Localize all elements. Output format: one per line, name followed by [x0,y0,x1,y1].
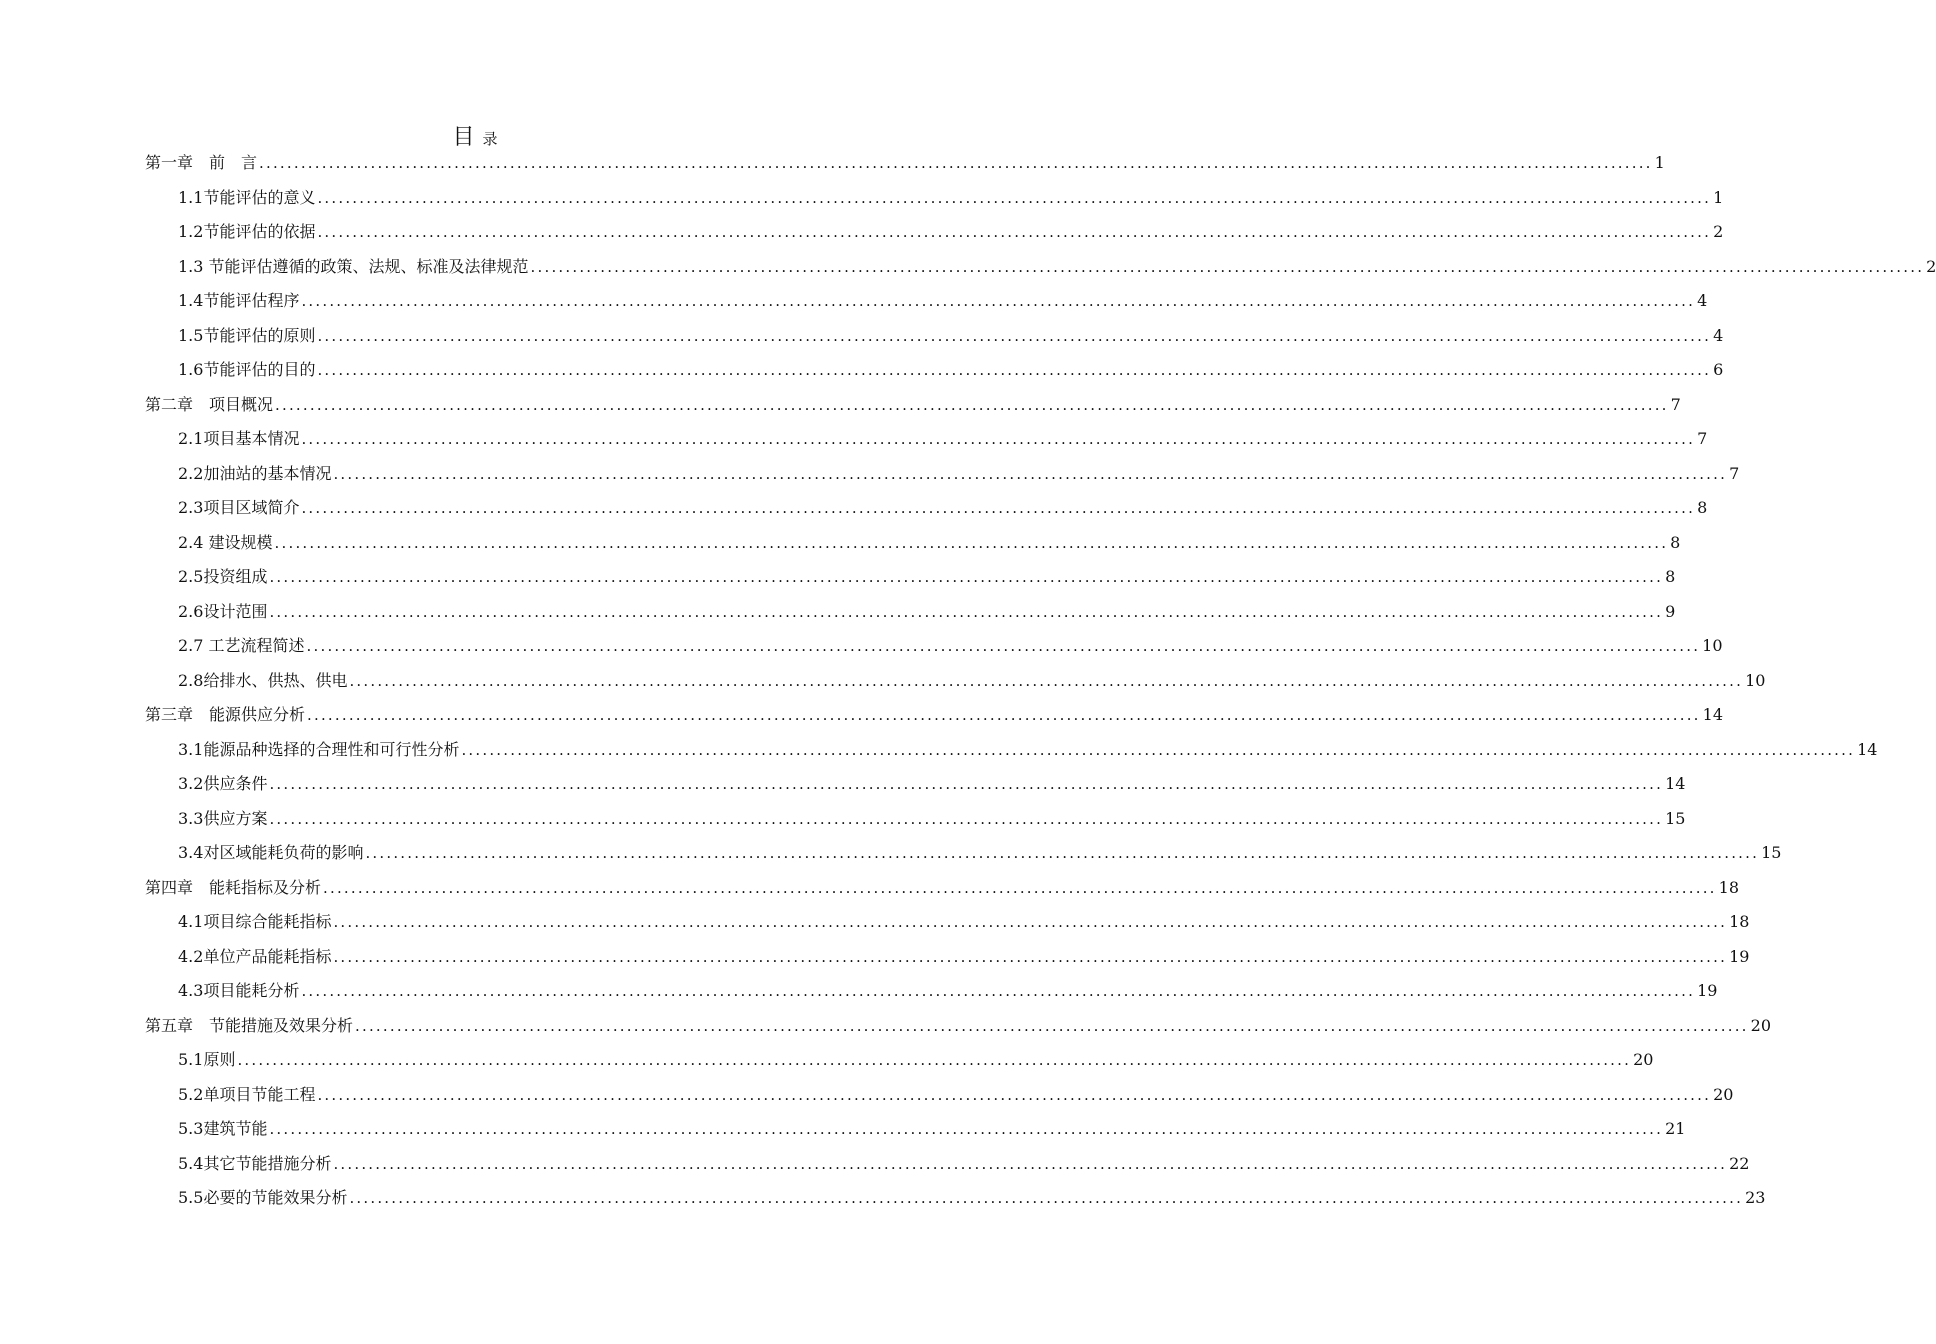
toc-title-sub: 录 [482,130,498,148]
toc-entry-label: 2.6设计范围 [178,601,268,621]
toc-entry-page-number: 22 [1729,1153,1750,1173]
toc-entry-page-number: 8 [1697,498,1708,517]
toc-entry-page-number: 19 [1697,981,1718,1000]
toc-entry-chapter[interactable] [145,1009,1771,1044]
toc-dot-leader: ........................................................................................................................................................................................................ [317,188,1712,207]
toc-entry-label: 2.4 建设规模 [178,532,273,552]
toc-entry-chapter[interactable] [145,388,1681,423]
toc-entry-label: 1.1节能评估的意义 [178,187,316,207]
toc-entry-label: 5.3建筑节能 [178,1119,268,1138]
toc-entry-section[interactable] [145,905,1750,940]
toc-entry-page-number: 15 [1761,843,1782,862]
toc-entry-label: 3.3供应方案 [178,808,268,828]
toc-entry-label: 第一章 前 言 [145,153,258,172]
toc-dot-leader: ........................................................................................................................................................................................................ [307,706,1701,724]
toc-entry-label: 5.1原则 [178,1050,236,1069]
toc-entry-section[interactable] [145,491,1708,526]
toc-entry-label: 4.2单位产品能耗指标 [178,946,332,966]
toc-entry-label: 2.7 工艺流程简述 [178,636,305,655]
toc-entry-page-number: 1 [1654,153,1665,172]
toc-entry-label: 3.1能源品种选择的合理性和可行性分析 [178,739,460,759]
toc-dot-leader: ........................................................................................................................................................................................................ [275,395,1669,414]
toc-dot-leader: ........................................................................................................................................................................................................ [269,809,1664,828]
toc-entry-section[interactable] [145,1147,1750,1182]
toc-entry-section[interactable] [145,353,1724,388]
toc-entry-section[interactable] [145,940,1750,975]
toc-dot-leader: ........................................................................................................................................................................................................ [274,533,1669,552]
toc-dot-leader: ........................................................................................................................................................................................................ [333,913,1728,931]
toc-dot-leader: ........................................................................................................................................................................................................ [317,223,1712,241]
toc-entry-label: 第五章 节能措施及效果分析 [145,1015,354,1035]
toc-dot-leader: ........................................................................................................................................................................................................ [317,326,1712,345]
toc-entry-chapter[interactable] [145,146,1665,181]
toc-dot-leader: ........................................................................................................................................................................................................ [349,671,1744,690]
toc-entry-section[interactable] [145,319,1724,354]
toc-entry-label: 2.3项目区域简介 [178,498,300,517]
toc-dot-leader: ........................................................................................................................................................................................................ [301,292,1696,310]
toc-entry-page-number: 14 [1665,774,1686,793]
toc-dot-leader: ........................................................................................................................................................................................................ [269,602,1664,621]
toc-title-main: 目 [452,125,475,150]
toc-entry-page-number: 6 [1713,360,1724,379]
toc-entry-label: 1.5节能评估的原则 [178,325,316,345]
toc-entry-page-number: 2 [1926,256,1936,276]
toc-dot-leader: ........................................................................................................................................................................................................ [323,878,1717,897]
toc-entry-section[interactable] [145,560,1676,595]
toc-dot-leader: ........................................................................................................................................................................................................ [237,1051,1632,1069]
toc-entry-page-number: 10 [1702,636,1723,655]
toc-entry-label: 1.2节能评估的依据 [178,222,316,241]
toc-entry-label: 1.6节能评估的目的 [178,360,316,379]
toc-dot-leader: ........................................................................................................................................................................................................ [301,982,1696,1000]
toc-dot-leader: ........................................................................................................................................................................................................ [269,775,1664,793]
toc-entry-section[interactable] [145,629,1723,664]
toc-entry-page-number: 1 [1713,187,1724,207]
toc-entry-section[interactable] [145,733,1878,768]
toc-entry-label: 3.2供应条件 [178,774,268,793]
toc-entry-page-number: 8 [1670,532,1681,552]
toc-dot-leader: ........................................................................................................................................................................................................ [269,1120,1664,1138]
toc-dot-leader: ........................................................................................................................................................................................................ [333,947,1728,966]
toc-entry-label: 2.2加油站的基本情况 [178,463,332,483]
toc-dot-leader: ........................................................................................................................................................................................................ [317,1085,1712,1104]
toc-entry-page-number: 15 [1665,808,1686,828]
toc-entry-section[interactable] [145,767,1686,802]
toc-entry-page-number: 4 [1713,325,1724,345]
toc-entry-section[interactable] [145,974,1718,1009]
toc-entry-section[interactable] [145,457,1740,492]
toc-entry-label: 1.3 节能评估遵循的政策、法规、标准及法律规范 [178,256,529,276]
toc-entry-chapter[interactable] [145,698,1723,733]
toc-entry-page-number: 10 [1745,670,1766,690]
toc-entry-label: 第四章 能耗指标及分析 [145,877,322,897]
toc-dot-leader: ........................................................................................................................................................................................................ [317,361,1712,379]
toc-entry-page-number: 9 [1665,601,1676,621]
toc-dot-leader: ........................................................................................................................................................................................................ [333,1154,1728,1173]
toc-entry-page-number: 19 [1729,946,1750,966]
toc-dot-leader: ........................................................................................................................................................................................................ [301,430,1696,448]
toc-dot-leader: ........................................................................................................................................................................................................ [333,464,1728,483]
toc-entry-label: 5.4其它节能措施分析 [178,1153,332,1173]
toc-entry-page-number: 8 [1665,567,1676,586]
toc-entry-page-number: 14 [1702,705,1723,724]
toc-entry-label: 第二章 项目概况 [145,394,274,414]
toc-dot-leader: ........................................................................................................................................................................................................ [269,568,1664,586]
toc-entry-section[interactable] [145,250,1936,285]
toc-entry-label: 2.8给排水、供热、供电 [178,670,348,690]
toc-entry-section[interactable] [145,595,1676,630]
toc-entry-section[interactable] [145,422,1708,457]
toc-entry-section[interactable] [145,802,1686,837]
toc-dot-leader: ........................................................................................................................................................................................................ [355,1016,1749,1035]
toc-entry-section[interactable] [145,1181,1766,1216]
toc-entry-page-number: 23 [1745,1188,1766,1207]
toc-entry-page-number: 14 [1857,739,1878,759]
toc-entry-label: 2.1项目基本情况 [178,429,300,448]
toc-entry-page-number: 18 [1729,912,1750,931]
toc-entry-label: 4.3项目能耗分析 [178,981,300,1000]
toc-entry-section[interactable] [145,1043,1654,1078]
toc-entry-label: 5.2单项目节能工程 [178,1084,316,1104]
toc-entry-page-number: 18 [1718,877,1739,897]
toc-entry-section[interactable] [145,1112,1686,1147]
toc-entry-chapter[interactable] [145,871,1739,906]
toc-dot-leader: ........................................................................................................................................................................................................ [530,257,1925,276]
toc-entry-page-number: 7 [1697,429,1708,448]
toc-entry-page-number: 20 [1750,1015,1771,1035]
toc-entry-section[interactable] [145,836,1782,871]
toc-entry-section[interactable] [145,181,1724,216]
toc-dot-leader: ........................................................................................................................................................................................................ [306,637,1701,655]
toc-dot-leader: ........................................................................................................................................................................................................ [301,499,1696,517]
toc-entry-page-number: 21 [1665,1119,1686,1138]
toc-entry-section[interactable] [145,664,1766,699]
toc-entry-page-number: 7 [1729,463,1740,483]
toc-dot-leader: ........................................................................................................................................................................................................ [259,154,1653,172]
toc-entry-page-number: 4 [1697,291,1708,310]
toc-entry-page-number: 20 [1633,1050,1654,1069]
toc-entry-label: 3.4对区域能耗负荷的影响 [178,843,364,862]
toc-dot-leader: ........................................................................................................................................................................................................ [461,740,1856,759]
toc-entry-label: 1.4节能评估程序 [178,291,300,310]
toc-entry-label: 4.1项目综合能耗指标 [178,912,332,931]
toc-entry-label: 5.5必要的节能效果分析 [178,1188,348,1207]
toc-entry-page-number: 2 [1713,222,1724,241]
toc-entry-section[interactable] [145,215,1724,250]
toc-entry-section[interactable] [145,284,1708,319]
toc-entry-label: 2.5投资组成 [178,567,268,586]
toc-entry-label: 第三章 能源供应分析 [145,705,306,724]
toc-dot-leader: ........................................................................................................................................................................................................ [365,844,1760,862]
toc-entry-page-number: 7 [1670,394,1681,414]
toc-entry-page-number: 20 [1713,1084,1734,1104]
toc-entry-section[interactable] [145,1078,1734,1113]
toc-dot-leader: ........................................................................................................................................................................................................ [349,1189,1744,1207]
toc-list [145,146,1936,1216]
toc-entry-section[interactable] [145,526,1681,561]
